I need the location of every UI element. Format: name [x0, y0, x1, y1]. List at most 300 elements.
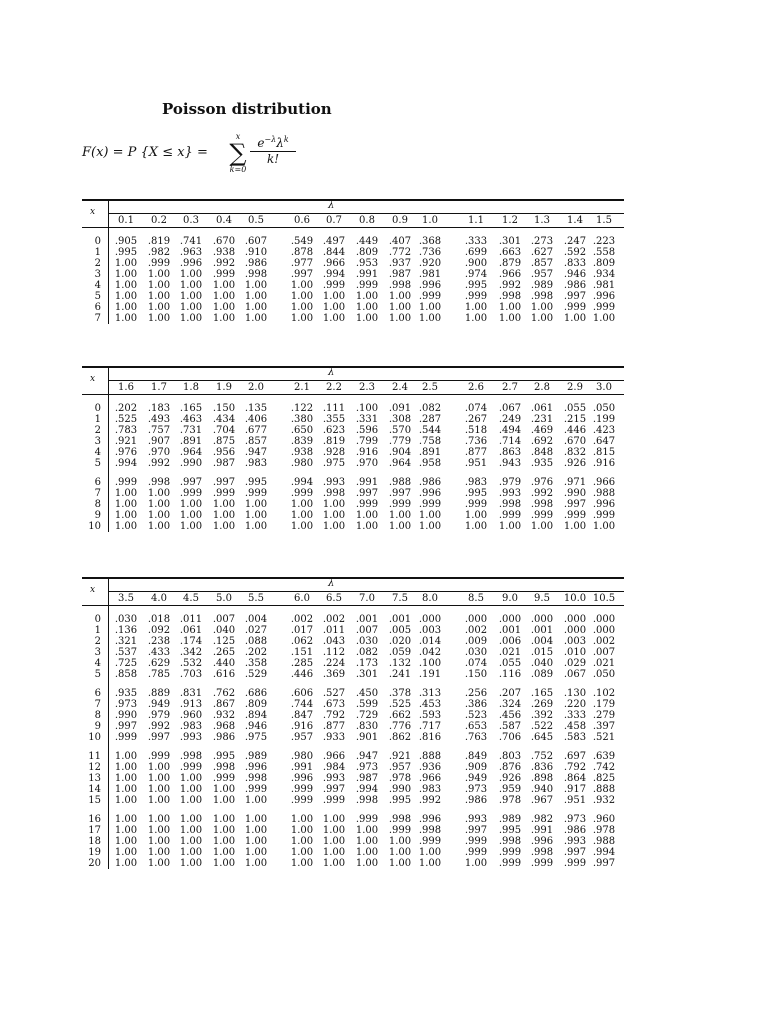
probability-cell: 1.00 — [355, 313, 379, 324]
probability-cell: .983 — [179, 721, 203, 732]
probability-cell: .662 — [388, 710, 412, 721]
probability-cell: .493 — [147, 414, 171, 425]
probability-cell: .831 — [179, 688, 203, 699]
probability-cell: .001 — [498, 625, 522, 636]
table-row — [82, 458, 624, 469]
table-row — [82, 721, 624, 732]
lambda-header: 1.3 — [534, 215, 550, 226]
probability-cell: 1.00 — [498, 302, 522, 313]
probability-cell: .074 — [464, 658, 488, 669]
probability-cell: 1.00 — [418, 847, 442, 858]
lambda-header: 5.0 — [216, 593, 232, 604]
probability-cell: 1.00 — [212, 302, 236, 313]
probability-cell: .663 — [498, 247, 522, 258]
probability-cell: .040 — [212, 625, 236, 636]
probability-cell: .999 — [498, 858, 522, 869]
x-value: 4 — [94, 447, 101, 458]
probability-cell: .220 — [563, 699, 587, 710]
probability-cell: .673 — [322, 699, 346, 710]
probability-cell: .670 — [563, 436, 587, 447]
probability-cell: .864 — [563, 773, 587, 784]
probability-cell: .979 — [498, 477, 522, 488]
probability-cell: .256 — [464, 688, 488, 699]
lambda-header: 9.0 — [502, 593, 518, 604]
probability-cell: .999 — [418, 499, 442, 510]
probability-cell: .021 — [498, 647, 522, 658]
probability-cell: .916 — [355, 447, 379, 458]
probability-cell: 1.00 — [114, 499, 138, 510]
table-top-rule — [82, 577, 624, 579]
probability-cell: .736 — [464, 436, 488, 447]
probability-cell: .988 — [592, 836, 616, 847]
probability-cell: 1.00 — [418, 313, 442, 324]
x-value: 18 — [88, 836, 101, 847]
probability-cell: .010 — [563, 647, 587, 658]
probability-cell: .055 — [563, 403, 587, 414]
probability-cell: .986 — [244, 258, 268, 269]
x-column-rule — [108, 366, 109, 532]
probability-cell: 1.00 — [322, 302, 346, 313]
probability-cell: .999 — [212, 773, 236, 784]
probability-cell: .004 — [244, 614, 268, 625]
probability-cell: 1.00 — [322, 499, 346, 510]
probability-cell: .999 — [592, 510, 616, 521]
probability-cell: .863 — [498, 447, 522, 458]
probability-cell: .997 — [147, 732, 171, 743]
probability-cell: .215 — [563, 414, 587, 425]
probability-cell: .692 — [530, 436, 554, 447]
probability-cell: .999 — [212, 488, 236, 499]
probability-cell: .440 — [212, 658, 236, 669]
probability-cell: .995 — [464, 280, 488, 291]
probability-cell: .999 — [114, 732, 138, 743]
probability-cell: .877 — [464, 447, 488, 458]
table-row — [82, 636, 624, 647]
probability-cell: .397 — [592, 721, 616, 732]
probability-cell: 1.00 — [147, 521, 171, 532]
probability-cell: .999 — [464, 847, 488, 858]
probability-cell: .994 — [290, 477, 314, 488]
probability-cell: .953 — [355, 258, 379, 269]
probability-cell: .011 — [179, 614, 203, 625]
lambda-header: 2.4 — [392, 382, 408, 393]
probability-cell: 1.00 — [179, 510, 203, 521]
probability-cell: .092 — [147, 625, 171, 636]
probability-cell: .997 — [563, 291, 587, 302]
probability-cell: .993 — [464, 814, 488, 825]
probability-cell: 1.00 — [388, 302, 412, 313]
table-row — [82, 732, 624, 743]
probability-cell: 1.00 — [114, 313, 138, 324]
probability-cell: .938 — [290, 447, 314, 458]
probability-cell: .007 — [592, 647, 616, 658]
probability-cell: .997 — [290, 269, 314, 280]
probability-cell: 1.00 — [290, 814, 314, 825]
x-label: x — [90, 207, 96, 217]
probability-cell: .174 — [179, 636, 203, 647]
probability-cell: .763 — [464, 732, 488, 743]
lambda-rule — [108, 380, 624, 381]
table-top-rule — [82, 366, 624, 368]
probability-cell: .898 — [530, 773, 554, 784]
probability-cell: .082 — [418, 403, 442, 414]
probability-cell: .978 — [592, 825, 616, 836]
probability-cell: .932 — [592, 795, 616, 806]
probability-cell: .951 — [464, 458, 488, 469]
x-value: 3 — [94, 269, 101, 280]
probability-cell: 1.00 — [388, 847, 412, 858]
probability-cell: .999 — [563, 510, 587, 521]
probability-cell: .809 — [355, 247, 379, 258]
probability-cell: .202 — [114, 403, 138, 414]
header-rule — [82, 605, 624, 606]
probability-cell: .001 — [530, 625, 554, 636]
probability-cell: .030 — [464, 647, 488, 658]
probability-cell: 1.00 — [322, 847, 346, 858]
probability-cell: 1.00 — [147, 836, 171, 847]
probability-cell: .987 — [388, 269, 412, 280]
probability-cell: .522 — [530, 721, 554, 732]
probability-cell: .998 — [212, 762, 236, 773]
probability-cell: 1.00 — [388, 858, 412, 869]
probability-cell: .287 — [418, 414, 442, 425]
probability-cell: .966 — [592, 477, 616, 488]
x-value: 1 — [94, 625, 101, 636]
probability-cell: 1.00 — [322, 825, 346, 836]
x-value: 5 — [94, 291, 101, 302]
probability-cell: .009 — [464, 636, 488, 647]
sigma-symbol: ∑ — [229, 139, 247, 167]
probability-cell: .772 — [388, 247, 412, 258]
probability-cell: .809 — [592, 258, 616, 269]
probability-cell: .112 — [322, 647, 346, 658]
probability-cell: .331 — [355, 414, 379, 425]
probability-cell: .313 — [418, 688, 442, 699]
probability-cell: .995 — [212, 751, 236, 762]
table-row — [82, 414, 624, 425]
probability-cell: .999 — [179, 762, 203, 773]
x-value: 1 — [94, 247, 101, 258]
table-row — [82, 313, 624, 324]
probability-cell: .997 — [592, 858, 616, 869]
probability-cell: 1.00 — [355, 836, 379, 847]
probability-cell: .000 — [530, 614, 554, 625]
lambda-header: 2.8 — [534, 382, 550, 393]
probability-cell: .762 — [212, 688, 236, 699]
probability-cell: .007 — [212, 614, 236, 625]
probability-cell: .926 — [563, 458, 587, 469]
probability-cell: .968 — [212, 721, 236, 732]
probability-cell: .004 — [530, 636, 554, 647]
probability-cell: 1.00 — [114, 269, 138, 280]
probability-cell: .940 — [530, 784, 554, 795]
x-value: 1 — [94, 414, 101, 425]
probability-cell: .832 — [563, 447, 587, 458]
probability-cell: 1.00 — [355, 302, 379, 313]
probability-cell: .783 — [114, 425, 138, 436]
probability-cell: .458 — [563, 721, 587, 732]
lambda-header: 2.0 — [248, 382, 264, 393]
probability-cell: .994 — [355, 784, 379, 795]
probability-cell: .627 — [530, 247, 554, 258]
lambda-header: 0.8 — [359, 215, 375, 226]
probability-cell: .279 — [592, 710, 616, 721]
probability-cell: .992 — [147, 721, 171, 732]
probability-cell: 1.00 — [322, 510, 346, 521]
probability-cell: 1.00 — [290, 280, 314, 291]
probability-cell: 1.00 — [290, 521, 314, 532]
table-row — [82, 447, 624, 458]
probability-cell: 1.00 — [114, 858, 138, 869]
probability-cell: .937 — [388, 258, 412, 269]
probability-cell: 1.00 — [418, 302, 442, 313]
probability-cell: .423 — [592, 425, 616, 436]
probability-cell: .999 — [464, 499, 488, 510]
probability-cell: 1.00 — [147, 269, 171, 280]
probability-cell: .135 — [244, 403, 268, 414]
probability-cell: .224 — [322, 658, 346, 669]
probability-cell: .910 — [244, 247, 268, 258]
table-row — [82, 521, 624, 532]
lambda-rule — [108, 591, 624, 592]
probability-cell: .173 — [355, 658, 379, 669]
probability-cell: .998 — [498, 836, 522, 847]
probability-cell: .165 — [179, 403, 203, 414]
probability-cell: .990 — [179, 458, 203, 469]
lambda-label: λ — [328, 200, 335, 211]
probability-cell: .997 — [355, 488, 379, 499]
probability-cell: .878 — [290, 247, 314, 258]
lambda-header: 1.2 — [502, 215, 518, 226]
probability-cell: .981 — [418, 269, 442, 280]
probability-cell: .136 — [114, 625, 138, 636]
probability-cell: .000 — [498, 614, 522, 625]
probability-cell: .997 — [212, 477, 236, 488]
sum-upper-limit: x — [235, 132, 241, 141]
probability-cell: .938 — [212, 247, 236, 258]
probability-cell: .130 — [563, 688, 587, 699]
probability-cell: .999 — [355, 280, 379, 291]
lambda-header: 1.0 — [422, 215, 438, 226]
x-value: 6 — [94, 477, 101, 488]
probability-cell: .570 — [388, 425, 412, 436]
table-row — [82, 247, 624, 258]
x-value: 9 — [94, 721, 101, 732]
x-label: x — [90, 374, 96, 384]
probability-cell: .529 — [244, 669, 268, 680]
probability-cell: 1.00 — [114, 773, 138, 784]
probability-cell: 1.00 — [244, 280, 268, 291]
probability-cell: 1.00 — [147, 291, 171, 302]
probability-cell: .991 — [290, 762, 314, 773]
x-value: 5 — [94, 669, 101, 680]
probability-cell: .987 — [355, 773, 379, 784]
x-value: 9 — [94, 510, 101, 521]
probability-cell: .803 — [498, 751, 522, 762]
probability-cell: .792 — [322, 710, 346, 721]
probability-cell: .998 — [530, 847, 554, 858]
table-row — [82, 858, 624, 869]
probability-cell: .014 — [418, 636, 442, 647]
probability-cell: .165 — [530, 688, 554, 699]
probability-cell: .055 — [498, 658, 522, 669]
x-value: 4 — [94, 280, 101, 291]
x-value: 7 — [94, 488, 101, 499]
lambda-header: 1.7 — [151, 382, 167, 393]
table-row — [82, 795, 624, 806]
probability-cell: 1.00 — [147, 280, 171, 291]
probability-cell: .916 — [592, 458, 616, 469]
lambda-header: 10.5 — [592, 593, 616, 604]
probability-cell: .301 — [498, 236, 522, 247]
probability-cell: .333 — [563, 710, 587, 721]
table-row — [82, 510, 624, 521]
table-row — [82, 658, 624, 669]
probability-cell: 1.00 — [244, 814, 268, 825]
probability-cell: 1.00 — [114, 784, 138, 795]
probability-cell: .333 — [464, 236, 488, 247]
probability-cell: .324 — [498, 699, 522, 710]
x-value: 0 — [94, 236, 101, 247]
probability-cell: 1.00 — [147, 313, 171, 324]
probability-cell: 1.00 — [244, 499, 268, 510]
probability-cell: 1.00 — [114, 510, 138, 521]
probability-cell: 1.00 — [179, 858, 203, 869]
probability-cell: 1.00 — [114, 836, 138, 847]
probability-cell: 1.00 — [212, 521, 236, 532]
probability-cell: .936 — [418, 762, 442, 773]
probability-cell: .875 — [212, 436, 236, 447]
probability-cell: .879 — [498, 258, 522, 269]
probability-cell: 1.00 — [355, 847, 379, 858]
probability-cell: 1.00 — [179, 825, 203, 836]
probability-cell: 1.00 — [147, 762, 171, 773]
numerator-exponent: −λ — [264, 135, 277, 144]
probability-cell: 1.00 — [464, 313, 488, 324]
probability-cell: .001 — [355, 614, 379, 625]
probability-cell: .717 — [418, 721, 442, 732]
probability-cell: .917 — [563, 784, 587, 795]
probability-cell: 1.00 — [498, 521, 522, 532]
probability-cell: .999 — [147, 258, 171, 269]
probability-cell: .021 — [592, 658, 616, 669]
probability-cell: .006 — [498, 636, 522, 647]
lambda-header: 6.0 — [294, 593, 310, 604]
probability-cell: .592 — [563, 247, 587, 258]
probability-cell: .999 — [530, 510, 554, 521]
probability-cell: .725 — [114, 658, 138, 669]
lambda-header: 1.4 — [567, 215, 583, 226]
probability-cell: .995 — [498, 825, 522, 836]
probability-cell: .067 — [563, 669, 587, 680]
probability-cell: .894 — [244, 710, 268, 721]
probability-cell: .285 — [290, 658, 314, 669]
x-value: 8 — [94, 499, 101, 510]
probability-cell: .964 — [388, 458, 412, 469]
probability-cell: .532 — [179, 658, 203, 669]
probability-cell: .453 — [418, 699, 442, 710]
probability-cell: .249 — [498, 414, 522, 425]
sum-lower-limit: k=0 — [229, 165, 247, 174]
table-row — [82, 773, 624, 784]
probability-cell: .523 — [464, 710, 488, 721]
probability-cell: .002 — [592, 636, 616, 647]
probability-cell: .999 — [388, 499, 412, 510]
probability-cell: .207 — [498, 688, 522, 699]
probability-cell: .342 — [179, 647, 203, 658]
probability-cell: 1.00 — [322, 814, 346, 825]
probability-cell: .999 — [290, 795, 314, 806]
probability-cell: .905 — [114, 236, 138, 247]
probability-cell: .001 — [388, 614, 412, 625]
numerator-lambda: λ — [276, 136, 284, 150]
probability-cell: .029 — [563, 658, 587, 669]
probability-cell: .000 — [418, 614, 442, 625]
probability-cell: 1.00 — [212, 499, 236, 510]
table-row — [82, 436, 624, 447]
probability-cell: .650 — [290, 425, 314, 436]
table-row — [82, 836, 624, 847]
probability-cell: 1.00 — [290, 302, 314, 313]
probability-cell: .815 — [592, 447, 616, 458]
probability-cell: 1.00 — [322, 836, 346, 847]
probability-cell: 1.00 — [179, 773, 203, 784]
fraction-numerator — [250, 135, 296, 152]
probability-cell: .265 — [212, 647, 236, 658]
probability-cell: .989 — [530, 280, 554, 291]
probability-cell: .785 — [147, 669, 171, 680]
probability-cell: .997 — [179, 477, 203, 488]
probability-cell: .934 — [592, 269, 616, 280]
table-row — [82, 425, 624, 436]
table-row — [82, 614, 624, 625]
lambda-header: 1.5 — [596, 215, 612, 226]
table-row — [82, 499, 624, 510]
probability-cell: .994 — [322, 269, 346, 280]
probability-cell: 1.00 — [179, 269, 203, 280]
probability-cell: 1.00 — [244, 313, 268, 324]
table-row — [82, 269, 624, 280]
probability-cell: .020 — [388, 636, 412, 647]
probability-cell: .386 — [464, 699, 488, 710]
probability-cell: .979 — [147, 710, 171, 721]
probability-cell: .996 — [592, 499, 616, 510]
probability-cell: .999 — [464, 836, 488, 847]
probability-cell: .957 — [388, 762, 412, 773]
probability-cell: .706 — [498, 732, 522, 743]
x-value: 19 — [88, 847, 101, 858]
probability-cell: 1.00 — [355, 291, 379, 302]
probability-cell: .909 — [464, 762, 488, 773]
probability-cell: .587 — [498, 721, 522, 732]
x-value: 15 — [88, 795, 101, 806]
probability-cell: .549 — [290, 236, 314, 247]
table-row — [82, 814, 624, 825]
header-rule — [82, 227, 624, 228]
probability-cell: .982 — [530, 814, 554, 825]
probability-cell: .518 — [464, 425, 488, 436]
probability-cell: .999 — [418, 291, 442, 302]
probability-cell: 1.00 — [147, 302, 171, 313]
probability-cell: .858 — [114, 669, 138, 680]
probability-cell: .406 — [244, 414, 268, 425]
lambda-rule — [108, 213, 624, 214]
probability-cell: .042 — [418, 647, 442, 658]
lambda-header: 7.5 — [392, 593, 408, 604]
probability-cell: .596 — [355, 425, 379, 436]
probability-cell: .993 — [563, 836, 587, 847]
probability-cell: .616 — [212, 669, 236, 680]
